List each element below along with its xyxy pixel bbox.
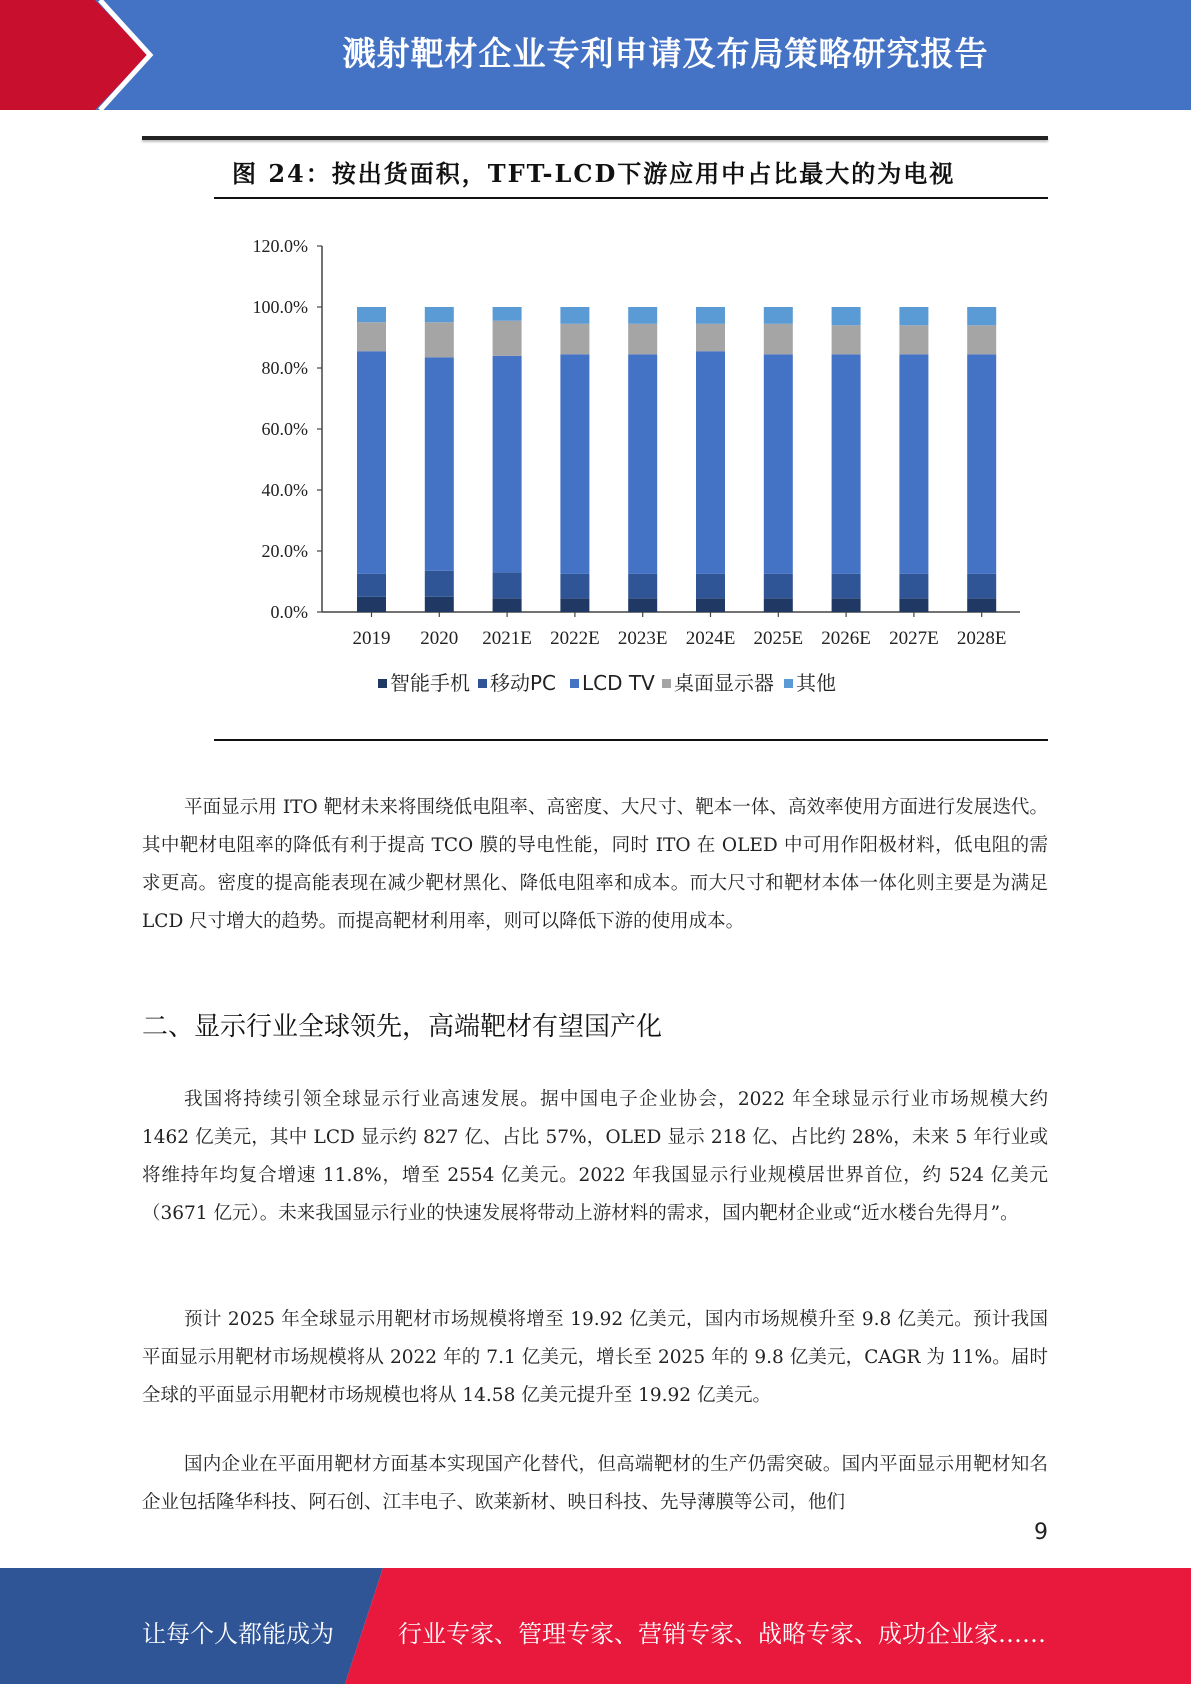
- figure-caption-rule: [214, 197, 1048, 199]
- y-tick-label: 120.0%: [252, 236, 308, 256]
- bar-segment-mobile-pc: [696, 574, 725, 598]
- bar-segment-desktop-monitor: [696, 324, 725, 351]
- figure-caption: 图 24：按出货面积，TFT-LCD下游应用中占比最大的为电视: [232, 159, 956, 188]
- bar-segment-smartphone: [967, 598, 996, 612]
- bar-segment-lcd-tv: [493, 356, 522, 573]
- bar-segment-lcd-tv: [832, 354, 861, 574]
- bar-segment-lcd-tv: [425, 357, 454, 571]
- header-arrow-decoration: [0, 0, 160, 110]
- bar-segment-desktop-monitor: [764, 324, 793, 355]
- bar-segment-desktop-monitor: [560, 324, 589, 355]
- bar-segment-other: [493, 307, 522, 321]
- bar-segment-desktop-monitor: [967, 325, 996, 354]
- bar-segment-other: [425, 307, 454, 322]
- page-number: 9: [1034, 1520, 1048, 1545]
- bar-segment-lcd-tv: [967, 354, 996, 574]
- bar-segment-other: [357, 307, 386, 322]
- bar-segment-smartphone: [899, 598, 928, 612]
- bar-segment-desktop-monitor: [357, 322, 386, 351]
- legend-label: 桌面显示器: [674, 671, 774, 695]
- x-tick-label: 2026E: [821, 628, 871, 649]
- header-red-chevron: [0, 0, 148, 110]
- bar-segment-desktop-monitor: [899, 325, 928, 354]
- paragraph-display-industry: 我国将持续引领全球显示行业高速发展。据中国电子企业协会，2022 年全球显示行业市场规模大约 1462 亿美元，其中 LCD 显示约 827 亿、占比 57%，OLED 显示 218 亿、占比约 28%，未来 5 年行业或将维持年均复合增速 11.8%，增至 2554 亿美元。2022 年我国显示行业规模居世界首位，约 524 亿美元（3671 亿元）。未来我国显示行业的快速发展将带动上游材料的需求，国内靶材企业或“近水楼台先得月”。: [142, 1089, 1048, 1224]
- bar-segment-other: [764, 307, 793, 324]
- y-tick-label: 20.0%: [261, 541, 308, 561]
- legend-label: 智能手机: [390, 671, 470, 695]
- bar-segment-mobile-pc: [425, 571, 454, 597]
- bar-segment-mobile-pc: [357, 574, 386, 597]
- legend-swatch: [378, 679, 387, 688]
- legend-swatch: [478, 679, 487, 688]
- legend-swatch: [662, 679, 671, 688]
- bar-segment-other: [628, 307, 657, 324]
- stacked-bar-chart: [214, 210, 1048, 720]
- legend-label: 其他: [796, 671, 836, 695]
- bar-segment-desktop-monitor: [628, 324, 657, 355]
- x-tick-label: 2019: [352, 628, 391, 649]
- bar-segment-mobile-pc: [899, 574, 928, 598]
- y-tick-label: 40.0%: [261, 480, 308, 500]
- legend-label: 移动PC: [490, 671, 557, 695]
- bar-segment-other: [696, 307, 725, 324]
- bar-segment-smartphone: [628, 598, 657, 612]
- page-header: [0, 0, 1191, 110]
- bar-segment-mobile-pc: [628, 574, 657, 598]
- bar-segment-mobile-pc: [493, 572, 522, 598]
- bar-segment-smartphone: [764, 598, 793, 612]
- y-tick-label: 60.0%: [261, 419, 308, 439]
- x-tick-label: 2027E: [889, 628, 939, 649]
- x-tick-label: 2028E: [956, 628, 1007, 649]
- page-footer: [0, 1568, 1191, 1684]
- x-tick-label: 2022E: [550, 628, 600, 649]
- section-heading: 二、显示行业全球领先，高端靶材有望国产化: [142, 1012, 663, 1042]
- bar-segment-mobile-pc: [967, 574, 996, 598]
- legend-swatch: [784, 679, 793, 688]
- bar-segment-other: [560, 307, 589, 324]
- x-tick-label: 2020: [420, 628, 459, 649]
- bar-segment-mobile-pc: [832, 574, 861, 598]
- bar-segment-smartphone: [357, 597, 386, 612]
- figure-bottom-rule: [214, 739, 1048, 741]
- x-tick-label: 2021E: [482, 628, 532, 649]
- x-tick-label: 2024E: [685, 628, 736, 649]
- bar-segment-other: [967, 307, 996, 325]
- y-tick-label: 100.0%: [252, 297, 308, 317]
- x-tick-label: 2023E: [617, 628, 668, 649]
- figure-top-rule: [142, 136, 1048, 140]
- bar-segment-desktop-monitor: [425, 322, 454, 357]
- bar-segment-smartphone: [493, 598, 522, 612]
- bar-segment-mobile-pc: [560, 574, 589, 598]
- bar-segment-mobile-pc: [764, 574, 793, 598]
- legend-swatch: [570, 679, 579, 688]
- bar-segment-other: [899, 307, 928, 325]
- bar-segment-lcd-tv: [628, 354, 657, 574]
- paragraph-domestic-companies: 国内企业在平面用靶材方面基本实现国产化替代，但高端靶材的生产仍需突破。国内平面显示用靶材知名企业包括隆华科技、阿石创、江丰电子、欧莱新材、映日科技、先导薄膜等公司，他们: [142, 1454, 1048, 1513]
- y-tick-label: 0.0%: [270, 602, 308, 622]
- bar-segment-lcd-tv: [560, 354, 589, 574]
- bar-segment-lcd-tv: [357, 351, 386, 574]
- bar-segment-smartphone: [560, 598, 589, 612]
- bar-segment-desktop-monitor: [832, 325, 861, 354]
- bar-segment-smartphone: [425, 597, 454, 612]
- footer-slogan-left: 让每个人都能成为: [142, 1620, 334, 1648]
- bar-segment-lcd-tv: [764, 354, 793, 574]
- bar-segment-smartphone: [832, 598, 861, 612]
- y-tick-label: 80.0%: [261, 358, 308, 378]
- bar-segment-other: [832, 307, 861, 325]
- paragraph-ito-target-development: 平面显示用 ITO 靶材未来将围绕低电阻率、高密度、大尺寸、靶本一体、高效率使用方面进行发展迭代。其中靶材电阻率的降低有利于提高 TCO 膜的导电性能，同时 ITO 在 OLED 中可用作阳极材料，低电阻的需求更高。密度的提高能表现在减少靶材黑化、降低电阻率和成本。而大尺寸和靶材本体一体化则主要是为满足 LCD 尺寸增大的趋势。而提高靶材利用率，则可以降低下游的使用成本。: [142, 797, 1048, 932]
- bar-segment-lcd-tv: [899, 354, 928, 574]
- paragraph-target-market-size: 预计 2025 年全球显示用靶材市场规模将增至 19.92 亿美元，国内市场规模升至 9.8 亿美元。预计我国平面显示用靶材市场规模将从 2022 年的 7.1 亿美元，增长至 2025 年的 9.8 亿美元，CAGR 为 11%。届时全球的平面显示用靶材市场规模也将从 14.58 亿美元提升至 19.92 亿美元。: [142, 1309, 1048, 1406]
- legend-label: LCD TV: [582, 671, 655, 695]
- bar-segment-smartphone: [696, 598, 725, 612]
- bar-segment-lcd-tv: [696, 351, 725, 574]
- x-tick-label: 2025E: [753, 628, 804, 649]
- report-title: 溅射靶材企业专利申请及布局策略研究报告: [342, 34, 989, 73]
- footer-slogan-right: 行业专家、管理专家、营销专家、战略专家、成功企业家……: [398, 1620, 1046, 1648]
- bar-segment-desktop-monitor: [493, 321, 522, 356]
